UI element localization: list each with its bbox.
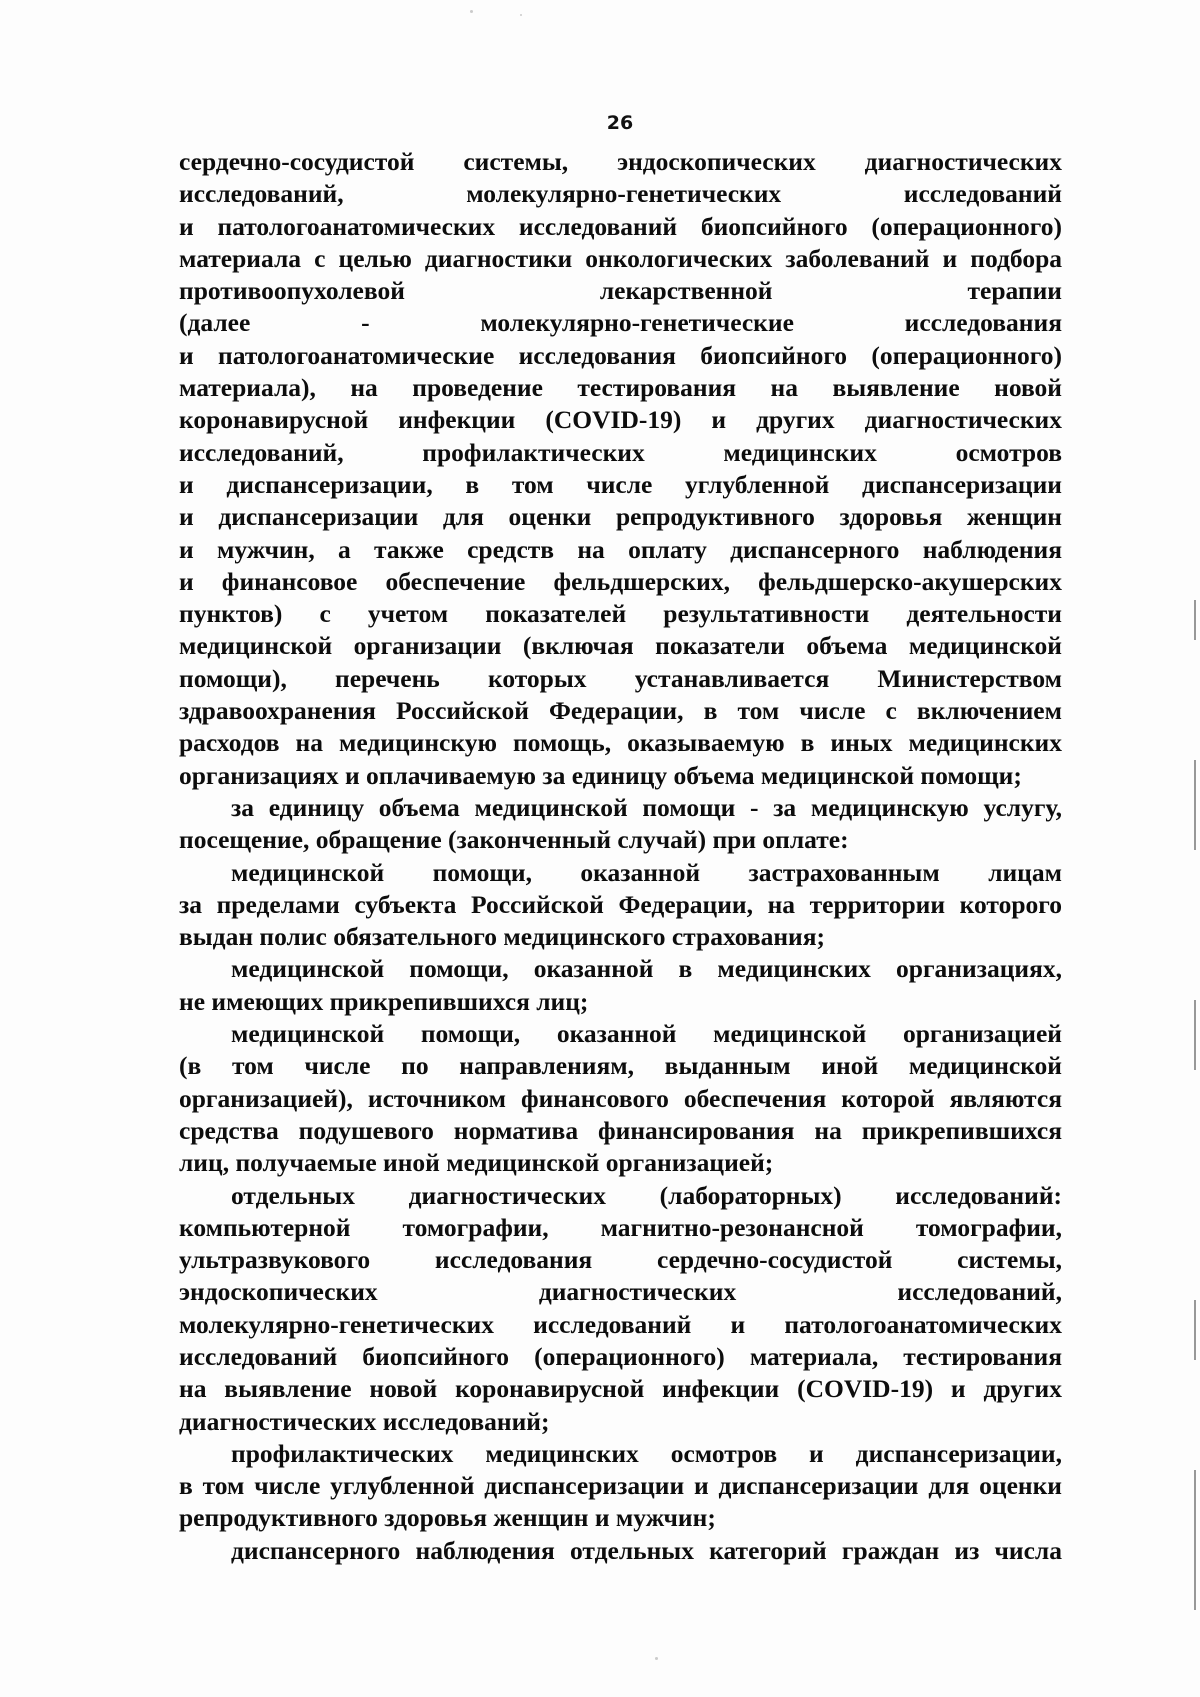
text-line: организациях и оплачиваемую за единицу объема медицинской помощи;: [179, 760, 1022, 790]
text-line: сердечно-сосудистой системы, эндоскопических диагностических: [179, 147, 1062, 176]
text-line: выдан полис обязательного медицинского страхования;: [179, 922, 826, 952]
text-line: и диспансеризации, в том числе углубленной диспансеризации: [179, 469, 1062, 499]
text-line: и патологоанатомических исследований биопсийного (операционного): [179, 211, 1062, 241]
scan-speck: [520, 14, 522, 16]
text-line: материала с целью диагностики онкологических заболеваний и подбора: [179, 243, 1062, 273]
text-line: медицинской помощи, оказанной застрахованным лицам: [231, 857, 1062, 887]
text-line: помощи), перечень которых устанавливается Министерством: [179, 663, 1062, 693]
text-line: компьютерной томографии, магнитно-резонансной томографии,: [179, 1212, 1062, 1242]
text-line: коронавирусной инфекции (COVID-19) и других диагностических: [179, 405, 1062, 435]
page-number: 26: [606, 112, 634, 134]
text-line: организацией), источником финансового обеспечения которой являются: [179, 1083, 1062, 1113]
text-line: исследований, молекулярно-генетических исследований: [179, 179, 1062, 209]
scan-speck: [470, 10, 473, 13]
text-line: здравоохранения Российской Федерации, в том числе с включением: [179, 696, 1062, 726]
text-line: и диспансеризации для оценки репродуктивного здоровья женщин: [179, 502, 1062, 532]
scan-speck: [655, 1657, 658, 1660]
scan-edge-mark: [1194, 600, 1196, 640]
text-line: исследований биопсийного (операционного) материала, тестирования: [179, 1341, 1062, 1371]
text-line: материала), на проведение тестирования на выявление новой: [179, 373, 1062, 403]
text-line: медицинской организации (включая показатели объема медицинской: [179, 631, 1062, 661]
text-line: в том числе углубленной диспансеризации и диспансеризации для оценки: [179, 1471, 1062, 1501]
text-line: и мужчин, а также средств на оплату диспансерного наблюдения: [179, 534, 1062, 564]
text-line: лиц, получаемые иной медицинской организацией;: [179, 1148, 774, 1178]
text-line: эндоскопических диагностических исследований,: [179, 1277, 1062, 1307]
text-line: профилактических медицинских осмотров и диспансеризации,: [231, 1438, 1062, 1468]
scan-edge-mark: [1194, 1300, 1196, 1360]
text-line: на выявление новой коронавирусной инфекции (COVID-19) и других: [179, 1374, 1062, 1404]
text-line: не имеющих прикрепившихся лиц;: [179, 986, 589, 1016]
text-line: диагностических исследований;: [179, 1406, 550, 1436]
text-line: медицинской помощи, оказанной в медицинских организациях,: [231, 954, 1062, 984]
text-line: отдельных диагностических (лабораторных) исследований:: [231, 1180, 1062, 1210]
text-line: посещение, обращение (законченный случай) при оплате:: [179, 825, 849, 855]
text-line: медицинской помощи, оказанной медицинской организацией: [231, 1019, 1062, 1049]
text-line: (далее - молекулярно-генетические исследования: [179, 308, 1062, 338]
scan-edge-mark: [1194, 1470, 1196, 1610]
text-line: противоопухолевой лекарственной терапии: [179, 276, 1062, 306]
text-line: (в том числе по направлениям, выданным иной медицинской: [179, 1051, 1062, 1081]
scan-edge-mark: [1194, 760, 1196, 850]
text-line: ультразвукового исследования сердечно-сосудистой системы,: [179, 1245, 1062, 1275]
text-line: средства подушевого норматива финансирования на прикрепившихся: [179, 1115, 1062, 1145]
text-line: за пределами субъекта Российской Федерации, на территории которого: [179, 889, 1062, 919]
text-line: пунктов) с учетом показателей результативности деятельности: [179, 599, 1062, 629]
text-line: и патологоанатомические исследования биопсийного (операционного): [179, 340, 1062, 370]
text-line: исследований, профилактических медицинских осмотров: [179, 437, 1062, 467]
text-line: молекулярно-генетических исследований и патологоанатомических: [179, 1309, 1062, 1339]
document-body: [179, 146, 1062, 1567]
scan-edge-mark: [1194, 1000, 1196, 1070]
text-line: и финансовое обеспечение фельдшерских, фельдшерско-акушерских: [179, 566, 1062, 596]
text-line: расходов на медицинскую помощь, оказываемую в иных медицинских: [179, 728, 1062, 758]
text-line: за единицу объема медицинской помощи - за медицинскую услугу,: [231, 792, 1062, 822]
text-line: диспансерного наблюдения отдельных категорий граждан из числа: [231, 1535, 1062, 1565]
text-line: репродуктивного здоровья женщин и мужчин;: [179, 1503, 716, 1533]
